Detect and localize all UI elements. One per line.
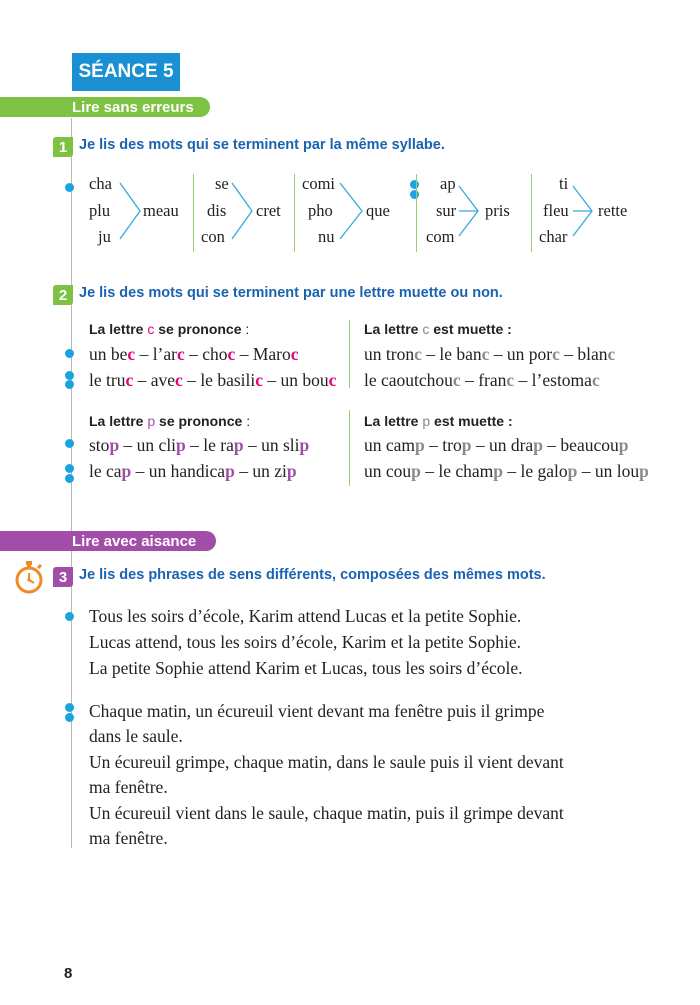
c-mute-line-1: un tronc – le banc – un porc – blanc <box>364 344 616 364</box>
bullet-dot <box>65 380 74 389</box>
c-pronounced-label: La lettre c se prononce : <box>89 321 250 337</box>
sentence-line: ma fenêtre. <box>89 777 168 797</box>
syllable-end: que <box>366 201 390 220</box>
seance-header: SÉANCE 5 <box>72 53 180 91</box>
syllable-start: ap <box>440 174 456 193</box>
c-pronounced-line-1: un bec – l’arc – choc – Maroc <box>89 344 299 364</box>
section-band-label: Lire avec aisance <box>66 531 216 551</box>
syllable-start: ti <box>559 174 569 193</box>
exercise-1-title: Je lis des mots qui se terminent par la même syllabe. <box>79 137 445 153</box>
syllable-group-4 <box>416 174 526 252</box>
stopwatch-icon <box>13 561 45 595</box>
syllable-end: pris <box>485 201 510 220</box>
sentence-line: Lucas attend, tous les soirs d’école, Karim et la petite Sophie. <box>89 632 522 652</box>
sentence-line: Chaque matin, un écureuil vient devant ma fenêtre puis il grimpe <box>89 701 545 721</box>
exercise-3-title: Je lis des phrases de sens différents, composées des mêmes mots. <box>79 567 546 583</box>
exercise-number-3: 3 <box>53 567 73 587</box>
exercise-number-1: 1 <box>53 137 73 157</box>
sentence-line: Un écureuil vient dans le saule, chaque matin, puis il grimpe devant <box>89 803 564 823</box>
syllable-start: plu <box>89 201 111 220</box>
sentence-line: Tous les soirs d’école, Karim attend Lucas et la petite Sophie. <box>89 606 522 626</box>
syllable-start: comi <box>302 174 335 193</box>
page-number: 8 <box>64 965 73 982</box>
sentence-line: ma fenêtre. <box>89 828 168 848</box>
syllable-start: com <box>426 227 455 246</box>
syllable-end: rette <box>598 201 628 220</box>
syllable-group-3 <box>294 174 404 252</box>
syllable-start: sur <box>436 201 457 220</box>
column-divider <box>349 320 350 388</box>
syllable-start: dis <box>207 201 227 220</box>
p-mute-label: La lettre p est muette : <box>364 413 513 429</box>
syllable-start: cha <box>89 174 112 193</box>
syllable-start: se <box>215 174 229 193</box>
bullet-dot <box>65 371 74 380</box>
syllable-start: pho <box>308 201 333 220</box>
p-pronounced-line-2: le cap – un handicap – un zip <box>89 461 297 481</box>
p-pronounced-line-1: stop – un clip – le rap – un slip <box>89 435 310 455</box>
section-band-label: Lire sans erreurs <box>66 97 210 117</box>
c-mute-line-2: le caoutchouc – franc – l’estomac <box>364 370 600 390</box>
bullet-dot <box>65 612 74 621</box>
syllable-group-1 <box>76 174 186 252</box>
sentence-line: Un écureuil grimpe, chaque matin, dans le saule puis il vient devant <box>89 752 564 772</box>
exercise-2-title: Je lis des mots qui se terminent par une lettre muette ou non. <box>79 285 503 301</box>
p-pronounced-label: La lettre p se prononce : <box>89 413 251 429</box>
bullet-dot <box>65 349 74 358</box>
sentence-line: La petite Sophie attend Karim et Lucas, tous les soirs d’école. <box>89 658 523 678</box>
syllable-start: con <box>201 227 225 246</box>
syllable-group-5 <box>531 174 651 252</box>
c-mute-label: La lettre c est muette : <box>364 321 512 337</box>
syllable-start: char <box>539 227 568 246</box>
bullet-dot <box>65 474 74 483</box>
syllable-end: meau <box>143 201 179 220</box>
column-divider <box>349 410 350 486</box>
section-band-lire-avec-aisance <box>0 531 216 551</box>
exercise-number-2: 2 <box>53 285 73 305</box>
sentence-line: dans le saule. <box>89 726 183 746</box>
syllable-end: cret <box>256 201 281 220</box>
bullet-dot <box>65 703 74 712</box>
bullet-dot <box>65 439 74 448</box>
syllable-start: ju <box>98 227 111 246</box>
c-pronounced-line-2: le truc – avec – le basilic – un bouc <box>89 370 337 390</box>
p-mute-line-1: un camp – trop – un drap – beaucoup <box>364 435 629 455</box>
syllable-start: fleu <box>543 201 569 220</box>
bullet-dot <box>65 713 74 722</box>
syllable-group-2 <box>193 174 293 252</box>
p-mute-line-2: un coup – le champ – le galop – un loup <box>364 461 649 481</box>
syllable-start: nu <box>318 227 335 246</box>
bullet-dot <box>65 464 74 473</box>
